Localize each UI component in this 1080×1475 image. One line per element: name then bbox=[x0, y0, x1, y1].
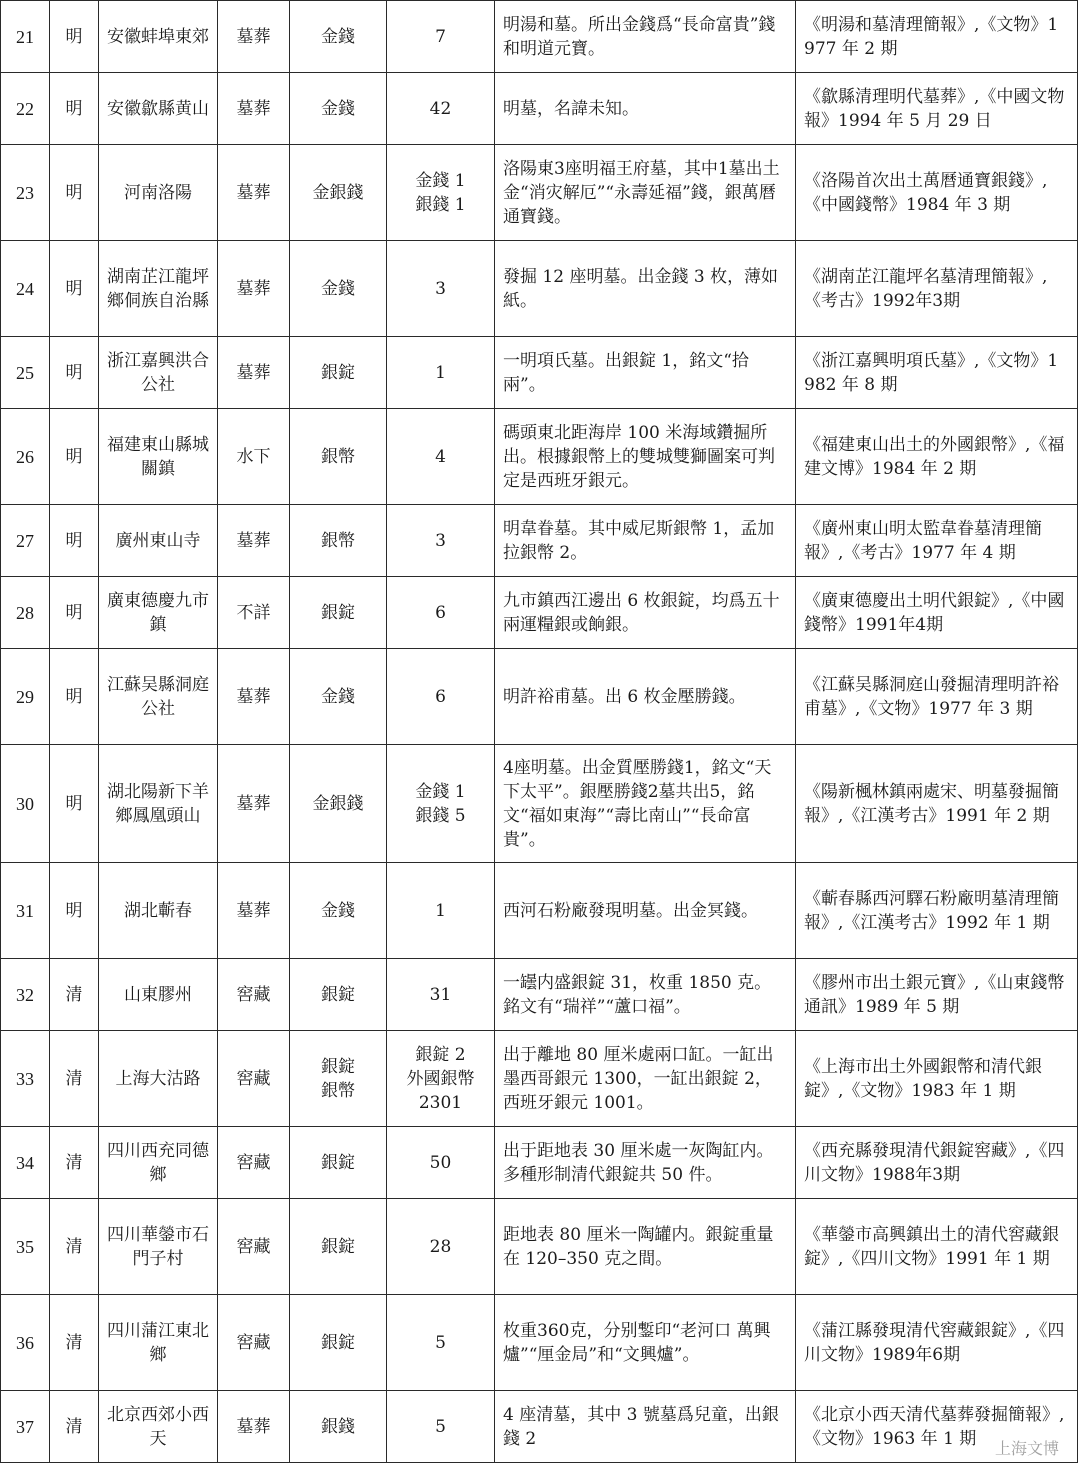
cell-dynasty: 明 bbox=[50, 1, 99, 73]
cell-material: 金銀錢 bbox=[290, 745, 387, 863]
cell-source: 《膠州市出土銀元寶》,《山東錢幣通訊》1989 年 5 期 bbox=[796, 959, 1078, 1031]
table-row bbox=[1, 1031, 1078, 1127]
cell-source: 《廣東德慶出土明代銀錠》,《中國錢幣》1991年4期 bbox=[796, 577, 1078, 649]
cell-material: 銀錠 bbox=[290, 959, 387, 1031]
cell-dynasty: 明 bbox=[50, 649, 99, 745]
cell-material: 銀錠 bbox=[290, 1127, 387, 1199]
cell-number: 36 bbox=[1, 1295, 50, 1391]
table-row bbox=[1, 337, 1078, 409]
cell-source: 《華鎣市高興鎮出土的清代窖藏銀錠》,《四川文物》1991 年 1 期 bbox=[796, 1199, 1078, 1295]
cell-source: 《湖南芷江龍坪名墓清理簡報》,《考古》1992年3期 bbox=[796, 241, 1078, 337]
table-row bbox=[1, 241, 1078, 337]
cell-material: 金錢 bbox=[290, 1, 387, 73]
cell-description: 4座明墓。出金質壓勝錢1，銘文“天下太平”。銀壓勝錢2墓共出5，銘文“福如東海”“壽比南山”“長命富貴”。 bbox=[495, 745, 796, 863]
cell-source: 《明湯和墓清理簡報》,《文物》1977 年 2 期 bbox=[796, 1, 1078, 73]
cell-location: 四川蒲江東北鄉 bbox=[99, 1295, 218, 1391]
cell-location: 安徽蚌埠東郊 bbox=[99, 1, 218, 73]
cell-location: 江蘇吴縣洞庭公社 bbox=[99, 649, 218, 745]
cell-count: 1 bbox=[387, 863, 495, 959]
cell-description: 發掘 12 座明墓。出金錢 3 枚，薄如紙。 bbox=[495, 241, 796, 337]
cell-site-type: 窖藏 bbox=[218, 959, 290, 1031]
table-row bbox=[1, 505, 1078, 577]
cell-location: 四川華鎣市石門子村 bbox=[99, 1199, 218, 1295]
table-row bbox=[1, 1391, 1078, 1463]
cell-location: 上海大沽路 bbox=[99, 1031, 218, 1127]
cell-description: 出于離地 80 厘米處兩口缸。一缸出墨西哥銀元 1300，一缸出銀錠 2，西班牙銀元 1001。 bbox=[495, 1031, 796, 1127]
cell-site-type: 窖藏 bbox=[218, 1127, 290, 1199]
cell-description: 出于距地表 30 厘米處一灰陶缸内。多種形制清代銀錠共 50 件。 bbox=[495, 1127, 796, 1199]
cell-source: 《洛陽首次出土萬曆通寶銀錢》,《中國錢幣》1984 年 3 期 bbox=[796, 145, 1078, 241]
cell-site-type: 窖藏 bbox=[218, 1295, 290, 1391]
cell-description: 碼頭東北距海岸 100 米海域鑽掘所出。根據銀幣上的雙城雙獅圖案可判定是西班牙銀元。 bbox=[495, 409, 796, 505]
cell-description: 九市鎮西江邊出 6 枚銀錠，均爲五十兩運糧銀或餉銀。 bbox=[495, 577, 796, 649]
cell-location: 北京西郊小西天 bbox=[99, 1391, 218, 1463]
cell-count: 金錢 1 銀錢 1 bbox=[387, 145, 495, 241]
cell-site-type: 墓葬 bbox=[218, 1391, 290, 1463]
cell-count: 42 bbox=[387, 73, 495, 145]
cell-location: 湖北陽新下羊鄉鳳凰頭山 bbox=[99, 745, 218, 863]
cell-source: 《蒲江縣發現清代窖藏銀錠》,《四川文物》1989年6期 bbox=[796, 1295, 1078, 1391]
cell-dynasty: 明 bbox=[50, 73, 99, 145]
cell-location: 河南洛陽 bbox=[99, 145, 218, 241]
cell-location: 四川西充同德鄉 bbox=[99, 1127, 218, 1199]
cell-description: 一明項氏墓。出銀錠 1，銘文“拾兩”。 bbox=[495, 337, 796, 409]
cell-number: 37 bbox=[1, 1391, 50, 1463]
cell-dynasty: 明 bbox=[50, 745, 99, 863]
cell-site-type: 墓葬 bbox=[218, 73, 290, 145]
table-row bbox=[1, 1127, 1078, 1199]
table-row bbox=[1, 649, 1078, 745]
cell-number: 33 bbox=[1, 1031, 50, 1127]
table-row bbox=[1, 409, 1078, 505]
cell-description: 西河石粉廠發現明墓。出金冥錢。 bbox=[495, 863, 796, 959]
cell-dynasty: 明 bbox=[50, 409, 99, 505]
cell-source: 《西充縣發現清代銀錠窖藏》,《四川文物》1988年3期 bbox=[796, 1127, 1078, 1199]
cell-source: 《歙縣清理明代墓葬》,《中國文物報》1994 年 5 月 29 日 bbox=[796, 73, 1078, 145]
cell-site-type: 墓葬 bbox=[218, 241, 290, 337]
cell-site-type: 窖藏 bbox=[218, 1199, 290, 1295]
cell-material: 金錢 bbox=[290, 649, 387, 745]
cell-count: 3 bbox=[387, 505, 495, 577]
cell-number: 31 bbox=[1, 863, 50, 959]
cell-count: 6 bbox=[387, 577, 495, 649]
cell-location: 福建東山縣城關鎮 bbox=[99, 409, 218, 505]
cell-dynasty: 清 bbox=[50, 1199, 99, 1295]
cell-number: 23 bbox=[1, 145, 50, 241]
cell-site-type: 墓葬 bbox=[218, 649, 290, 745]
table-row bbox=[1, 959, 1078, 1031]
cell-site-type: 墓葬 bbox=[218, 505, 290, 577]
cell-source: 《上海市出土外國銀幣和清代銀錠》,《文物》1983 年 1 期 bbox=[796, 1031, 1078, 1127]
cell-source: 《江蘇吴縣洞庭山發掘清理明許裕甫墓》,《文物》1977 年 3 期 bbox=[796, 649, 1078, 745]
cell-number: 27 bbox=[1, 505, 50, 577]
cell-number: 24 bbox=[1, 241, 50, 337]
cell-dynasty: 明 bbox=[50, 577, 99, 649]
cell-material: 金錢 bbox=[290, 241, 387, 337]
cell-number: 21 bbox=[1, 1, 50, 73]
cell-number: 30 bbox=[1, 745, 50, 863]
cell-site-type: 墓葬 bbox=[218, 1, 290, 73]
cell-site-type: 墓葬 bbox=[218, 863, 290, 959]
cell-material: 銀錠 銀幣 bbox=[290, 1031, 387, 1127]
cell-dynasty: 清 bbox=[50, 1127, 99, 1199]
cell-dynasty: 明 bbox=[50, 505, 99, 577]
cell-material: 銀錠 bbox=[290, 1295, 387, 1391]
cell-material: 銀錢 bbox=[290, 1391, 387, 1463]
cell-number: 32 bbox=[1, 959, 50, 1031]
cell-site-type: 窖藏 bbox=[218, 1031, 290, 1127]
cell-site-type: 墓葬 bbox=[218, 745, 290, 863]
cell-site-type: 墓葬 bbox=[218, 145, 290, 241]
cell-dynasty: 清 bbox=[50, 959, 99, 1031]
table-row bbox=[1, 73, 1078, 145]
cell-material: 金錢 bbox=[290, 863, 387, 959]
table-row bbox=[1, 745, 1078, 863]
cell-site-type: 水下 bbox=[218, 409, 290, 505]
cell-site-type: 墓葬 bbox=[218, 337, 290, 409]
cell-count: 3 bbox=[387, 241, 495, 337]
cell-description: 一罎内盛銀錠 31，枚重 1850 克。銘文有“瑞祥”“蘆口福”。 bbox=[495, 959, 796, 1031]
cell-description: 明墓，名諱未知。 bbox=[495, 73, 796, 145]
cell-count: 5 bbox=[387, 1391, 495, 1463]
cell-material: 銀錠 bbox=[290, 337, 387, 409]
cell-count: 金錢 1 銀錢 5 bbox=[387, 745, 495, 863]
cell-site-type: 不詳 bbox=[218, 577, 290, 649]
cell-number: 22 bbox=[1, 73, 50, 145]
cell-material: 銀錠 bbox=[290, 1199, 387, 1295]
cell-source: 《福建東山出土的外國銀幣》,《福建文博》1984 年 2 期 bbox=[796, 409, 1078, 505]
cell-location: 湖北蘄春 bbox=[99, 863, 218, 959]
cell-dynasty: 明 bbox=[50, 241, 99, 337]
cell-source: 《蘄春縣西河驛石粉廠明墓清理簡報》,《江漢考古》1992 年 1 期 bbox=[796, 863, 1078, 959]
cell-source: 《浙江嘉興明項氏墓》,《文物》1982 年 8 期 bbox=[796, 337, 1078, 409]
cell-description: 4 座清墓，其中 3 號墓爲兒童，出銀錢 2 bbox=[495, 1391, 796, 1463]
cell-count: 50 bbox=[387, 1127, 495, 1199]
cell-count: 4 bbox=[387, 409, 495, 505]
cell-description: 距地表 80 厘米一陶罐内。銀錠重量在 120–350 克之間。 bbox=[495, 1199, 796, 1295]
table-row bbox=[1, 577, 1078, 649]
table-row bbox=[1, 863, 1078, 959]
cell-material: 銀幣 bbox=[290, 409, 387, 505]
cell-count: 7 bbox=[387, 1, 495, 73]
cell-material: 金錢 bbox=[290, 73, 387, 145]
cell-number: 35 bbox=[1, 1199, 50, 1295]
table-row bbox=[1, 145, 1078, 241]
cell-count: 1 bbox=[387, 337, 495, 409]
cell-location: 山東膠州 bbox=[99, 959, 218, 1031]
cell-dynasty: 明 bbox=[50, 337, 99, 409]
cell-number: 25 bbox=[1, 337, 50, 409]
cell-number: 26 bbox=[1, 409, 50, 505]
cell-description: 明許裕甫墓。出 6 枚金壓勝錢。 bbox=[495, 649, 796, 745]
cell-source: 《北京小西天清代墓葬發掘簡報》,《文物》1963 年 1 期 bbox=[796, 1391, 1078, 1463]
cell-count: 5 bbox=[387, 1295, 495, 1391]
table-row bbox=[1, 1, 1078, 73]
cell-dynasty: 明 bbox=[50, 145, 99, 241]
cell-description: 明韋眷墓。其中威尼斯銀幣 1，孟加拉銀幣 2。 bbox=[495, 505, 796, 577]
cell-number: 29 bbox=[1, 649, 50, 745]
cell-number: 34 bbox=[1, 1127, 50, 1199]
cell-material: 銀幣 bbox=[290, 505, 387, 577]
cell-dynasty: 清 bbox=[50, 1295, 99, 1391]
cell-description: 洛陽東3座明福王府墓，其中1墓出土金“消灾解厄”“永壽延福”錢，銀萬曆通寶錢。 bbox=[495, 145, 796, 241]
cell-dynasty: 清 bbox=[50, 1031, 99, 1127]
cell-material: 金銀錢 bbox=[290, 145, 387, 241]
cell-source: 《廣州東山明太監韋眷墓清理簡報》,《考古》1977 年 4 期 bbox=[796, 505, 1078, 577]
cell-material: 銀錠 bbox=[290, 577, 387, 649]
cell-count: 28 bbox=[387, 1199, 495, 1295]
cell-count: 銀錠 2 外國銀幣 2301 bbox=[387, 1031, 495, 1127]
cell-dynasty: 明 bbox=[50, 863, 99, 959]
table-row bbox=[1, 1295, 1078, 1391]
cell-dynasty: 清 bbox=[50, 1391, 99, 1463]
watermark-text: 上海文博 bbox=[995, 1439, 1060, 1458]
cell-location: 湖南芷江龍坪鄉侗族自治縣 bbox=[99, 241, 218, 337]
cell-count: 31 bbox=[387, 959, 495, 1031]
cell-location: 浙江嘉興洪合公社 bbox=[99, 337, 218, 409]
cell-count: 6 bbox=[387, 649, 495, 745]
table-row bbox=[1, 1199, 1078, 1295]
cell-location: 安徽歙縣黄山 bbox=[99, 73, 218, 145]
cell-description: 枚重360克，分别鏨印“老河口 萬興爐”“厘金局”和“文興爐”。 bbox=[495, 1295, 796, 1391]
cell-description: 明湯和墓。所出金錢爲“長命富貴”錢和明道元寶。 bbox=[495, 1, 796, 73]
cell-source: 《陽新楓林鎮兩處宋、明墓發掘簡報》,《江漢考古》1991 年 2 期 bbox=[796, 745, 1078, 863]
cell-number: 28 bbox=[1, 577, 50, 649]
cell-location: 廣東德慶九市鎮 bbox=[99, 577, 218, 649]
cell-location: 廣州東山寺 bbox=[99, 505, 218, 577]
